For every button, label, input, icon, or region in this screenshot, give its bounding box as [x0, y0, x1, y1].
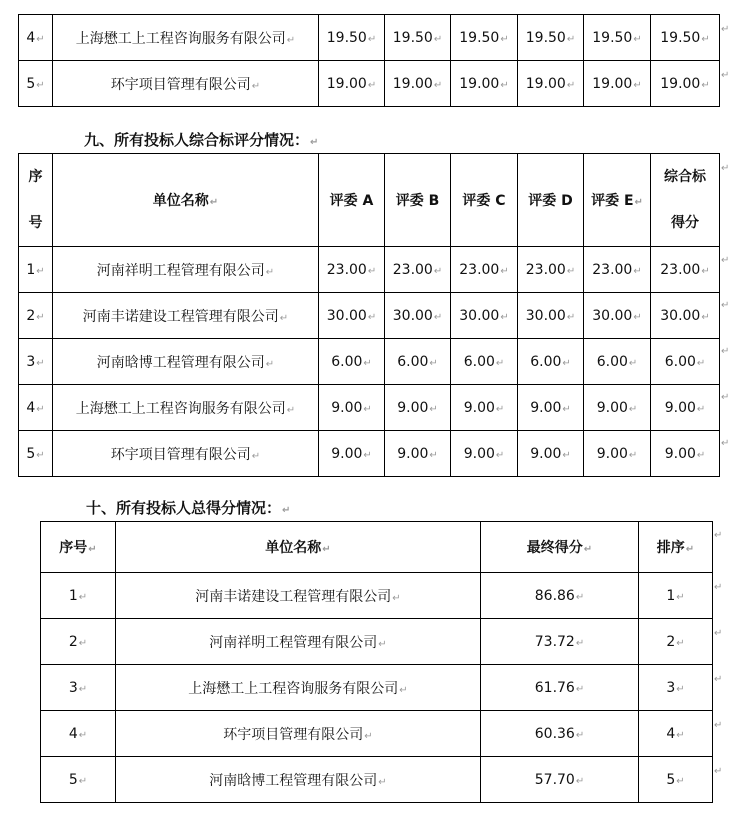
row-end-mark: ↵: [714, 628, 723, 639]
cell-score: 9.00↵: [584, 431, 651, 477]
table-total-scores: [40, 521, 713, 803]
header-final-score: 最终得分↵: [481, 522, 639, 573]
header-judge-e: 评委 E↵: [584, 154, 651, 247]
cell-score: 23.00↵: [651, 247, 720, 293]
row-end-mark: ↵: [714, 530, 723, 541]
cell-score: 6.00↵: [319, 339, 385, 385]
header-seq: 序 号: [19, 154, 53, 247]
cell-seq: 1↵: [41, 573, 116, 619]
cell-score: 9.00↵: [451, 385, 518, 431]
cell-seq: 5↵: [41, 757, 116, 803]
cell-score: 6.00↵: [451, 339, 518, 385]
header-composite-score: 综合标 得分: [651, 154, 720, 247]
cell-unit-name: 河南晗博工程管理有限公司↵: [53, 339, 319, 385]
cell-seq: 2↵: [41, 619, 116, 665]
cell-seq: 5↵: [19, 61, 53, 107]
cell-score: 30.00↵: [385, 293, 451, 339]
cell-score: 9.00↵: [651, 431, 720, 477]
cell-score: 30.00↵: [584, 293, 651, 339]
cell-rank: 4↵: [639, 711, 713, 757]
table-row: [41, 665, 713, 711]
table-row: [41, 573, 713, 619]
cell-score: 9.00↵: [651, 385, 720, 431]
cell-unit-name: 河南丰诺建设工程管理有限公司↵: [53, 293, 319, 339]
header-judge-c: 评委 C: [451, 154, 518, 247]
row-end-mark: ↵: [714, 582, 723, 593]
cell-score: 6.00↵: [385, 339, 451, 385]
cell-unit-name: 河南祥明工程管理有限公司↵: [116, 619, 481, 665]
cell-final-score: 86.86↵: [481, 573, 639, 619]
header-judge-d: 评委 D: [518, 154, 584, 247]
header-seq: 序号↵: [41, 522, 116, 573]
row-end-mark: ↵: [721, 255, 730, 266]
header-unit-name: 单位名称↵: [53, 154, 319, 247]
cell-final-score: 61.76↵: [481, 665, 639, 711]
table-header-row: [41, 522, 713, 573]
cell-score: 19.00↵: [385, 61, 451, 107]
cell-score: 6.00↵: [584, 339, 651, 385]
table-row: [19, 293, 720, 339]
cell-score: 30.00↵: [518, 293, 584, 339]
table-row: [41, 711, 713, 757]
cell-score: 23.00↵: [451, 247, 518, 293]
header-rank: 排序↵: [639, 522, 713, 573]
cell-rank: 5↵: [639, 757, 713, 803]
cell-unit-name: 河南晗博工程管理有限公司↵: [116, 757, 481, 803]
header-judge-b: 评委 B: [385, 154, 451, 247]
cell-score: 23.00↵: [385, 247, 451, 293]
cell-score: 19.00↵: [651, 61, 720, 107]
cell-score: 23.00↵: [518, 247, 584, 293]
cell-score: 9.00↵: [385, 385, 451, 431]
cell-score: 30.00↵: [319, 293, 385, 339]
cell-score: 9.00↵: [584, 385, 651, 431]
section-9-heading: 九、所有投标人综合标评分情况：↵: [84, 131, 319, 149]
table-row: [41, 757, 713, 803]
cell-rank: 1↵: [639, 573, 713, 619]
cell-seq: 4↵: [41, 711, 116, 757]
row-end-mark: ↵: [714, 720, 723, 731]
cell-unit-name: 上海懋工上工程咨询服务有限公司↵: [53, 385, 319, 431]
cell-score: 9.00↵: [319, 431, 385, 477]
row-end-mark: ↵: [721, 70, 730, 81]
cell-seq: 1↵: [19, 247, 53, 293]
cell-score: 19.50↵: [518, 15, 584, 61]
cell-score: 23.00↵: [584, 247, 651, 293]
row-end-mark: ↵: [714, 766, 723, 777]
cell-score: 30.00↵: [651, 293, 720, 339]
cell-final-score: 57.70↵: [481, 757, 639, 803]
table-top-partial: [18, 14, 720, 107]
row-end-mark: ↵: [721, 346, 730, 357]
cell-score: 6.00↵: [651, 339, 720, 385]
row-end-mark: ↵: [714, 674, 723, 685]
cell-score: 19.00↵: [451, 61, 518, 107]
row-end-mark: ↵: [721, 438, 730, 449]
cell-score: 19.00↵: [319, 61, 385, 107]
cell-score: 9.00↵: [518, 431, 584, 477]
cell-unit-name: 上海懋工上工程咨询服务有限公司↵: [116, 665, 481, 711]
cell-unit-name: 环宇项目管理有限公司↵: [53, 431, 319, 477]
row-end-mark: ↵: [721, 392, 730, 403]
cell-unit-name: 环宇项目管理有限公司↵: [116, 711, 481, 757]
cell-score: 19.00↵: [584, 61, 651, 107]
section-10-heading: 十、所有投标人总得分情况：↵: [86, 499, 291, 517]
table-row: [19, 61, 720, 107]
cell-seq: 4↵: [19, 15, 53, 61]
cell-unit-name: 河南祥明工程管理有限公司↵: [53, 247, 319, 293]
cell-score: 19.50↵: [385, 15, 451, 61]
cell-seq: 3↵: [41, 665, 116, 711]
cell-score: 9.00↵: [319, 385, 385, 431]
table-row: [19, 385, 720, 431]
cell-rank: 3↵: [639, 665, 713, 711]
cell-rank: 2↵: [639, 619, 713, 665]
table-row: [41, 619, 713, 665]
cell-seq: 5↵: [19, 431, 53, 477]
cell-seq: 2↵: [19, 293, 53, 339]
table-header-row: [19, 154, 720, 247]
cell-score: 19.00↵: [518, 61, 584, 107]
table-row: [19, 247, 720, 293]
cell-score: 6.00↵: [518, 339, 584, 385]
cell-seq: 3↵: [19, 339, 53, 385]
table-row: [19, 339, 720, 385]
cell-score: 19.50↵: [451, 15, 518, 61]
row-end-mark: ↵: [721, 300, 730, 311]
cell-final-score: 60.36↵: [481, 711, 639, 757]
table-row: [19, 15, 720, 61]
cell-score: 9.00↵: [385, 431, 451, 477]
header-judge-a: 评委 A: [319, 154, 385, 247]
cell-unit-name: 河南丰诺建设工程管理有限公司↵: [116, 573, 481, 619]
cell-final-score: 73.72↵: [481, 619, 639, 665]
cell-score: 30.00↵: [451, 293, 518, 339]
header-unit-name: 单位名称↵: [116, 522, 481, 573]
row-end-mark: ↵: [721, 163, 730, 174]
cell-unit-name: 环宇项目管理有限公司↵: [53, 61, 319, 107]
cell-score: 19.50↵: [584, 15, 651, 61]
cell-score: 23.00↵: [319, 247, 385, 293]
cell-score: 19.50↵: [651, 15, 720, 61]
table-row: [19, 431, 720, 477]
cell-unit-name: 上海懋工上工程咨询服务有限公司↵: [53, 15, 319, 61]
row-end-mark: ↵: [721, 24, 730, 35]
table-composite-scores: [18, 153, 720, 477]
cell-seq: 4↵: [19, 385, 53, 431]
cell-score: 9.00↵: [451, 431, 518, 477]
cell-score: 9.00↵: [518, 385, 584, 431]
cell-score: 19.50↵: [319, 15, 385, 61]
